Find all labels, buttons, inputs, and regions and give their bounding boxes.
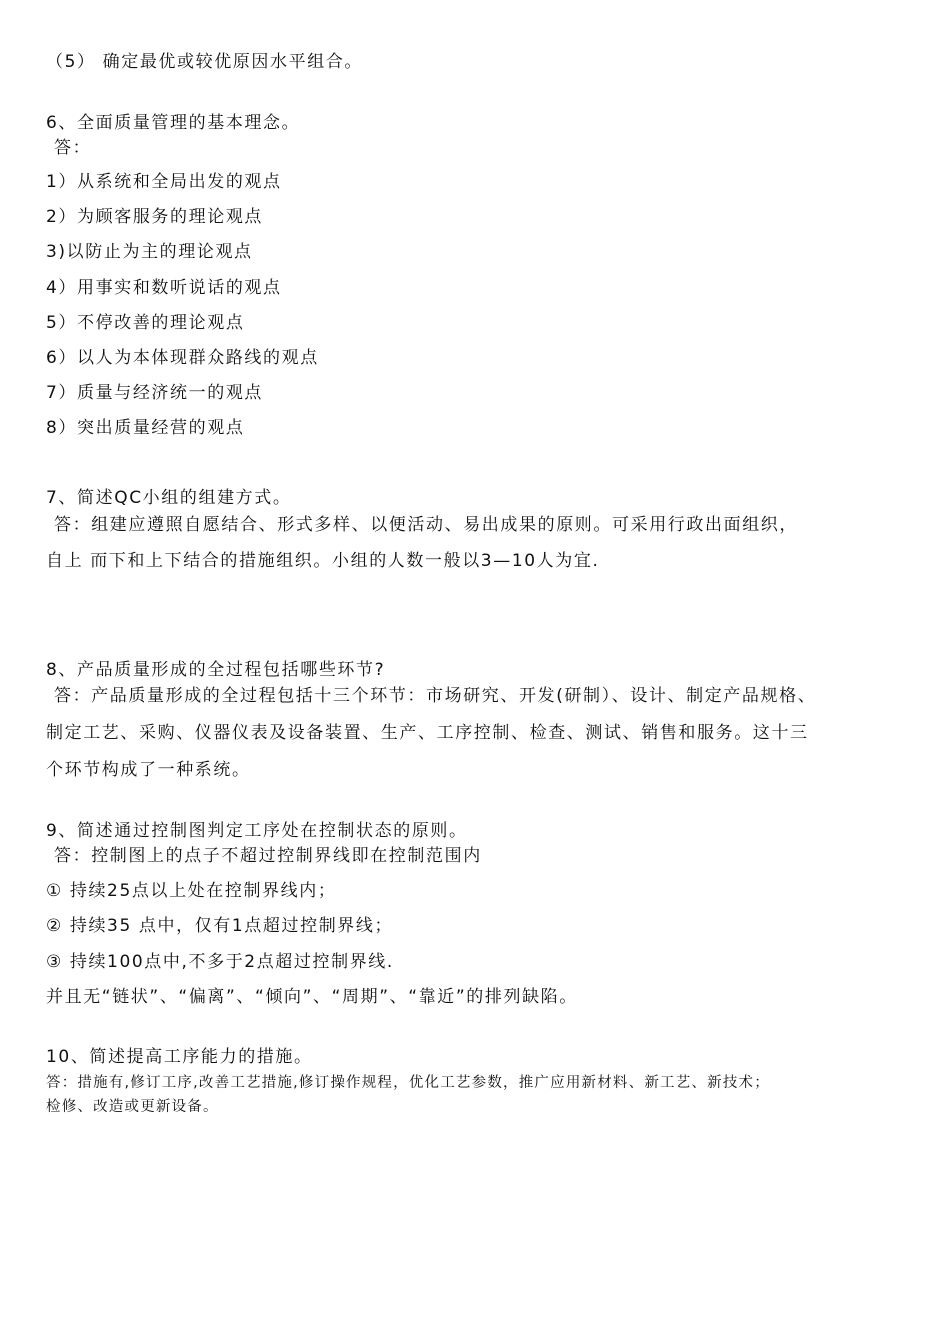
q8-title: 8、产品质量形成的全过程包括哪些环节? — [46, 660, 386, 680]
q10-answer-line: 检修、改造或更新设备。 — [46, 1099, 219, 1115]
q5-step-text: （5） 确定最优或较优原因水平组合。 — [46, 52, 364, 72]
q8-answer-line: 个环节构成了一种系统。 — [46, 760, 251, 780]
q6-item: 7）质量与经济统一的观点 — [46, 383, 264, 403]
q9-answer-intro: 答：控制图上的点子不超过控制界线即在控制范围内 — [54, 846, 482, 866]
q6-item: 5）不停改善的理论观点 — [46, 313, 245, 333]
q6-answer-label: 答： — [54, 138, 92, 158]
q9-title: 9、简述通过控制图判定工序处在控制状态的原则。 — [46, 821, 468, 841]
q6-item: 8）突出质量经营的观点 — [46, 418, 245, 438]
q6-item: 2）为顾客服务的理论观点 — [46, 207, 264, 227]
q9-item: ① 持续25点以上处在控制界线内； — [46, 881, 337, 901]
q10-title: 10、简述提高工序能力的措施。 — [46, 1047, 313, 1067]
q9-conclusion: 并且无“链状”、“偏离”、“倾向”、“周期”、“靠近”的排列缺陷。 — [46, 987, 578, 1007]
q8-answer-line: 答：产品质量形成的全过程包括十三个环节：市场研究、开发(研制）、设计、制定产品规格、 — [54, 686, 817, 706]
q10-answer-line: 答：措施有,修订工序,改善工艺措施,修订操作规程，优化工艺参数，推广应用新材料、新工艺、新技术； — [46, 1075, 770, 1091]
q6-item: 3)以防止为主的理论观点 — [46, 242, 253, 262]
q6-item: 1）从系统和全局出发的观点 — [46, 172, 282, 192]
q9-item: ③ 持续100点中,不多于2点超过控制界线. — [46, 952, 394, 972]
q6-item: 6）以人为本体现群众路线的观点 — [46, 348, 319, 368]
q7-answer-line: 答：组建应遵照自愿结合、形式多样、以便活动、易出成果的原则。可采用行政出面组织， — [54, 515, 798, 535]
q9-item: ② 持续35 点中，仅有1点超过控制界线； — [46, 916, 394, 936]
q6-item: 4）用事实和数听说话的观点 — [46, 278, 282, 298]
q7-title: 7、简述QC小组的组建方式。 — [46, 488, 292, 508]
q6-title: 6、全面质量管理的基本理念。 — [46, 113, 301, 133]
q8-answer-line: 制定工艺、采购、仪器仪表及设备装置、生产、工序控制、检查、测试、销售和服务。这十三 — [46, 723, 809, 743]
q7-answer-line: 自上 而下和上下结合的措施组织。小组的人数一般以3—10人为宜. — [46, 551, 600, 571]
